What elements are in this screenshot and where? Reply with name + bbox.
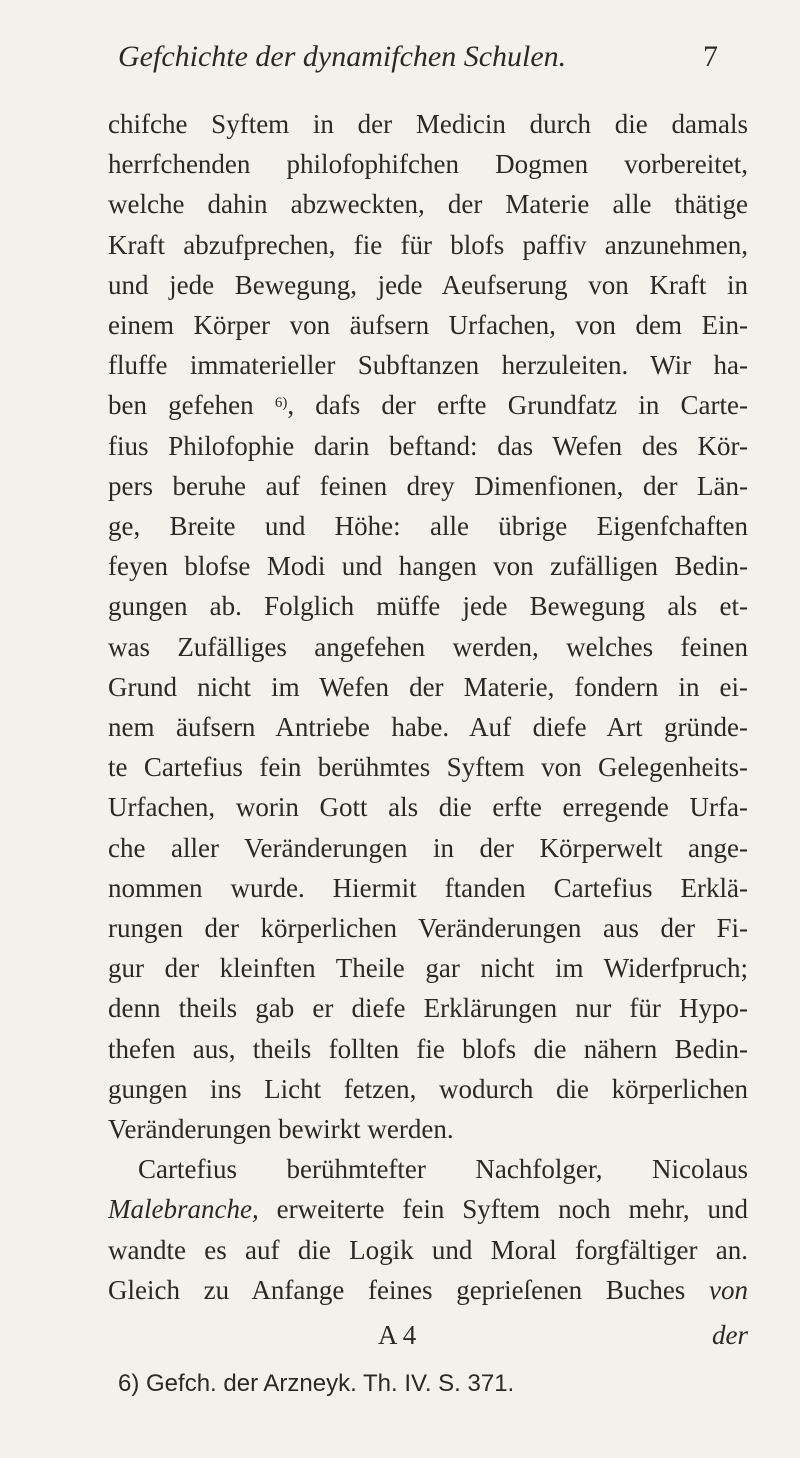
text-line: Kraft abzufprechen, fie für blofs paffiv anzunehmen,	[108, 229, 748, 260]
text-line: nem äufsern Antriebe habe. Auf diefe Art gründe-	[108, 712, 748, 743]
text-line: Urfachen, worin Gott als die erfte erregende Urfa-	[108, 792, 748, 823]
signature-mark: A 4	[378, 1320, 417, 1350]
text-line: chifche Syftem in der Medicin durch die damals	[108, 109, 748, 139]
text-line: fius Philofophie darin beftand: das Wefen des Kör-	[108, 430, 748, 461]
text-line: einem Körper von äufsern Urfachen, von dem Ein-	[108, 310, 748, 341]
header-title: Gefchichte der dynamifchen Schulen.	[118, 40, 567, 73]
word-von: von	[709, 1274, 748, 1305]
comma: ,	[287, 390, 295, 421]
text-line: che aller Veränderungen in der Körperwelt ange-	[108, 832, 748, 863]
catchword: der	[712, 1320, 748, 1350]
text-line: thefen aus, theils follten fie blofs die nähern Bedin-	[108, 1033, 748, 1064]
text-line: nommen wurde. Hiermit ftanden Cartefius Erklä-	[108, 872, 748, 903]
body-text	[108, 104, 748, 1310]
text-line	[108, 1270, 748, 1310]
text-line: fluffe immaterieller Subftanzen herzuleiten. Wir ha-	[108, 350, 748, 381]
text-line: und jede Bewegung, jede Aeufserung von Kraft in	[108, 269, 748, 300]
text-line-with-name	[108, 1189, 748, 1229]
text-line: Veränderungen bewirkt werden.	[108, 1114, 454, 1145]
footnote-reference: 6)	[274, 395, 288, 412]
running-header	[118, 40, 718, 84]
text-line: te Cartefius fein berühmtes Syftem von Gelegenheits-	[108, 752, 748, 783]
line-start: ben gefehen	[108, 390, 254, 421]
text-line: was Zufälliges angefehen werden, welches feinen	[108, 631, 748, 662]
text-line: ge, Breite und Höhe: alle übrige Eigenfchaften	[108, 511, 748, 542]
line-rest: erweiterte fein Syftem noch mehr, und	[276, 1194, 748, 1225]
text-line-with-footnote-ref	[108, 385, 748, 425]
text-line: gur der kleinften Theile gar nicht im Widerfpruch;	[108, 953, 748, 984]
text-line: rungen der körperlichen Veränderungen aus der Fi-	[108, 913, 748, 944]
text-line: Cartefius berühmtefter Nachfolger, Nicolaus	[138, 1154, 748, 1185]
line-start: Gleich zu Anfange feines geprieſenen Buches	[108, 1274, 686, 1305]
text-line: pers beruhe auf feinen drey Dimenfionen, der Län-	[108, 470, 748, 501]
page-number: 7	[703, 40, 718, 73]
line-rest: dafs der erfte Grundfatz in Carte-	[315, 390, 748, 421]
text-line: Grund nicht im Wefen der Materie, fondern in ei-	[108, 671, 748, 702]
text-line: herrfchenden philofophifchen Dogmen vorbereitet,	[108, 149, 748, 180]
name-malebranche: Malebranche,	[108, 1194, 259, 1225]
text-line: denn theils gab er diefe Erklärungen nur für Hypo-	[108, 993, 748, 1024]
text-line: gungen ab. Folglich müffe jede Bewegung als et-	[108, 591, 748, 622]
text-line: welche dahin abzweckten, der Materie alle thätige	[108, 189, 748, 220]
signature-row	[108, 1320, 748, 1356]
text-line: wandte es auf die Logik und Moral forgfältiger an.	[108, 1234, 748, 1265]
footnote: 6) Gefch. der Arzneyk. Th. IV. S. 371.	[118, 1370, 515, 1397]
text-line: gungen ins Licht fetzen, wodurch die körperlichen	[108, 1073, 748, 1104]
text-line: feyen blofse Modi und hangen von zufälligen Bedin-	[108, 551, 748, 582]
